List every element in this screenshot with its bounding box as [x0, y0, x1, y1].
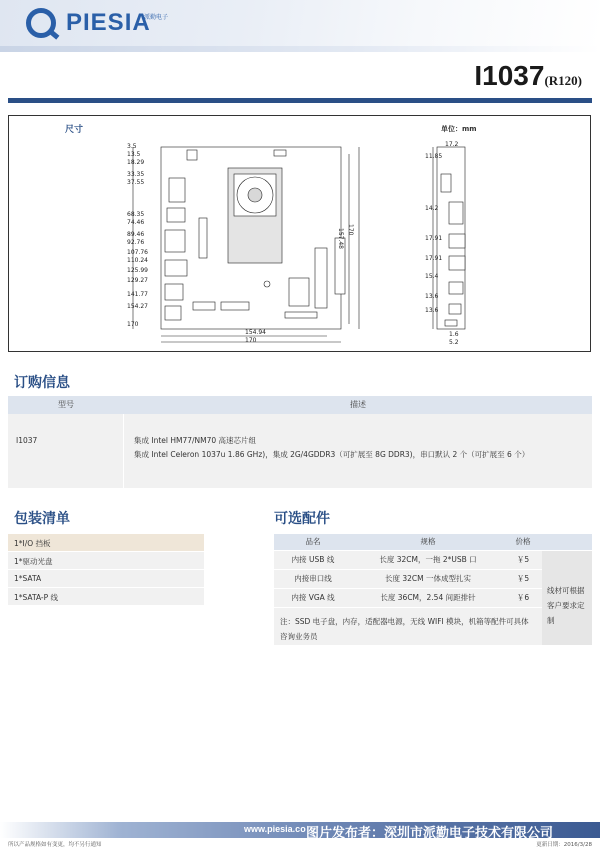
- dim-bottom-2: 170: [245, 337, 257, 344]
- side-dim-1: 17.2: [445, 141, 459, 148]
- acc-name-cell: 内接 VGA 线: [291, 593, 335, 602]
- title-rule: [8, 98, 592, 103]
- list-item: 1*SATA: [8, 570, 204, 587]
- table-row: [8, 414, 592, 488]
- logo-text: PIESIA: [66, 9, 151, 36]
- side-dim-4: 17.91: [425, 235, 443, 242]
- side-dim-10: 5.2: [449, 339, 459, 346]
- table-row: [274, 589, 542, 607]
- acc-spec-cell: 长度 32CM，一拖 2*USB 口: [379, 555, 477, 564]
- accessories-side-note: 线材可根据客户要求定制: [542, 551, 592, 645]
- dim-label-16: 170: [127, 321, 139, 328]
- dim-label-7: 74.46: [127, 219, 145, 226]
- ordering-col-desc: 描述: [350, 400, 366, 409]
- ordering-header-row: [8, 396, 592, 414]
- dim-label-11: 110.24: [127, 257, 148, 264]
- board-drawing: [9, 116, 592, 353]
- side-dim-6: 15.4: [425, 273, 439, 280]
- footer-note: 所以产品规格如有变更，均不另行通知: [8, 842, 102, 848]
- packing-list: [8, 534, 204, 606]
- dim-label-9: 92.76: [127, 239, 145, 246]
- accessories-title: 可选配件: [274, 511, 330, 527]
- side-dim-3: 14.2: [425, 205, 439, 212]
- ordering-desc-line-2: 集成 Intel Celeron 1037u 1.86 GHz)，集成 2G/4GDDR3（可扩展至 8G DDR3)，串口默认 2 个（可扩展至 6 个）: [134, 450, 530, 459]
- accessories-body: [274, 550, 592, 645]
- dim-label-13: 129.27: [127, 277, 148, 284]
- dim-right-1: 157.48: [337, 228, 344, 249]
- list-item: 1*SATA-P 线: [8, 588, 204, 605]
- ordering-table: [8, 396, 592, 488]
- brand-logo: [26, 8, 169, 38]
- footer-watermark: 图片发布者：深圳市派勤电子技术有限公司: [306, 826, 554, 841]
- dim-label-2: 13.5: [127, 151, 141, 158]
- table-row: [274, 551, 542, 569]
- dim-label-3: 18.29: [127, 159, 145, 166]
- accessories-rows: [274, 550, 542, 645]
- acc-spec-cell: 长度 32CM 一体成型扎实: [384, 574, 472, 583]
- table-row: [274, 570, 542, 588]
- acc-col-price: 价格: [515, 537, 531, 546]
- acc-price-cell: ￥5: [516, 574, 530, 583]
- list-item: 1*驱动光盘: [8, 552, 204, 569]
- acc-spec-cell: 长度 36CM，2.54 间距排针: [380, 593, 476, 602]
- list-item: 1*I/O 挡板: [8, 534, 204, 551]
- side-dim-8: 13.6: [425, 307, 439, 314]
- dim-label-14: 141.77: [127, 291, 148, 298]
- dim-label-12: 125.99: [127, 267, 148, 274]
- model-revision: (R120): [544, 73, 582, 88]
- dim-label-1: 3.5: [127, 143, 137, 150]
- header-stripe: [0, 46, 600, 52]
- side-dim-9: 1.6: [449, 331, 459, 338]
- ordering-desc-cell: [124, 414, 592, 488]
- accessories-header-row: [274, 534, 592, 550]
- ordering-col-model: 型号: [58, 400, 74, 409]
- dim-label-6: 68.35: [127, 211, 145, 218]
- dim-label-10: 107.76: [127, 249, 148, 256]
- logo-q-icon: [26, 8, 56, 38]
- logo-cn-text: 派勤电子: [144, 14, 169, 21]
- footer-date: 更新日期：2016/3/28: [536, 842, 592, 848]
- side-dim-7: 13.6: [425, 293, 439, 300]
- dim-right-2: 170: [347, 224, 354, 236]
- dim-label-5: 37.55: [127, 179, 145, 186]
- ordering-model-cell: I1037: [8, 414, 124, 488]
- model-title: [474, 60, 582, 92]
- acc-price-cell: ￥5: [516, 555, 530, 564]
- acc-name-cell: 内接串口线: [294, 574, 332, 583]
- packing-title: 包装清单: [14, 511, 70, 527]
- accessories-note: 注：SSD 电子盘，内存，适配器电源，无线 WIFI 模块，机箱等配件可具体咨询业务员: [274, 608, 542, 645]
- acc-name-cell: 内接 USB 线: [291, 555, 335, 564]
- acc-price-cell: ￥6: [516, 593, 530, 602]
- dim-label-4: 33.35: [127, 171, 145, 178]
- ordering-desc-line-1: 集成 Intel HM77/NM70 高速芯片组: [134, 436, 257, 445]
- accessories-table: [274, 534, 592, 645]
- footer-url: www.piesia.co: [244, 824, 306, 834]
- unit-label: 单位：mm: [441, 125, 477, 133]
- side-dim-5: 17.91: [425, 255, 443, 262]
- acc-col-spec: 规格: [420, 537, 436, 546]
- dimension-title: 尺寸: [65, 125, 84, 135]
- side-dim-2: 11.85: [425, 153, 443, 160]
- dim-label-15: 154.27: [127, 303, 148, 310]
- model-name: I1037: [474, 60, 545, 91]
- acc-col-name: 品名: [305, 537, 321, 546]
- dim-bottom-1: 154.94: [245, 329, 266, 336]
- ordering-title: 订购信息: [14, 375, 70, 391]
- dim-label-8: 89.46: [127, 231, 145, 238]
- dimension-drawing-box: [8, 115, 591, 352]
